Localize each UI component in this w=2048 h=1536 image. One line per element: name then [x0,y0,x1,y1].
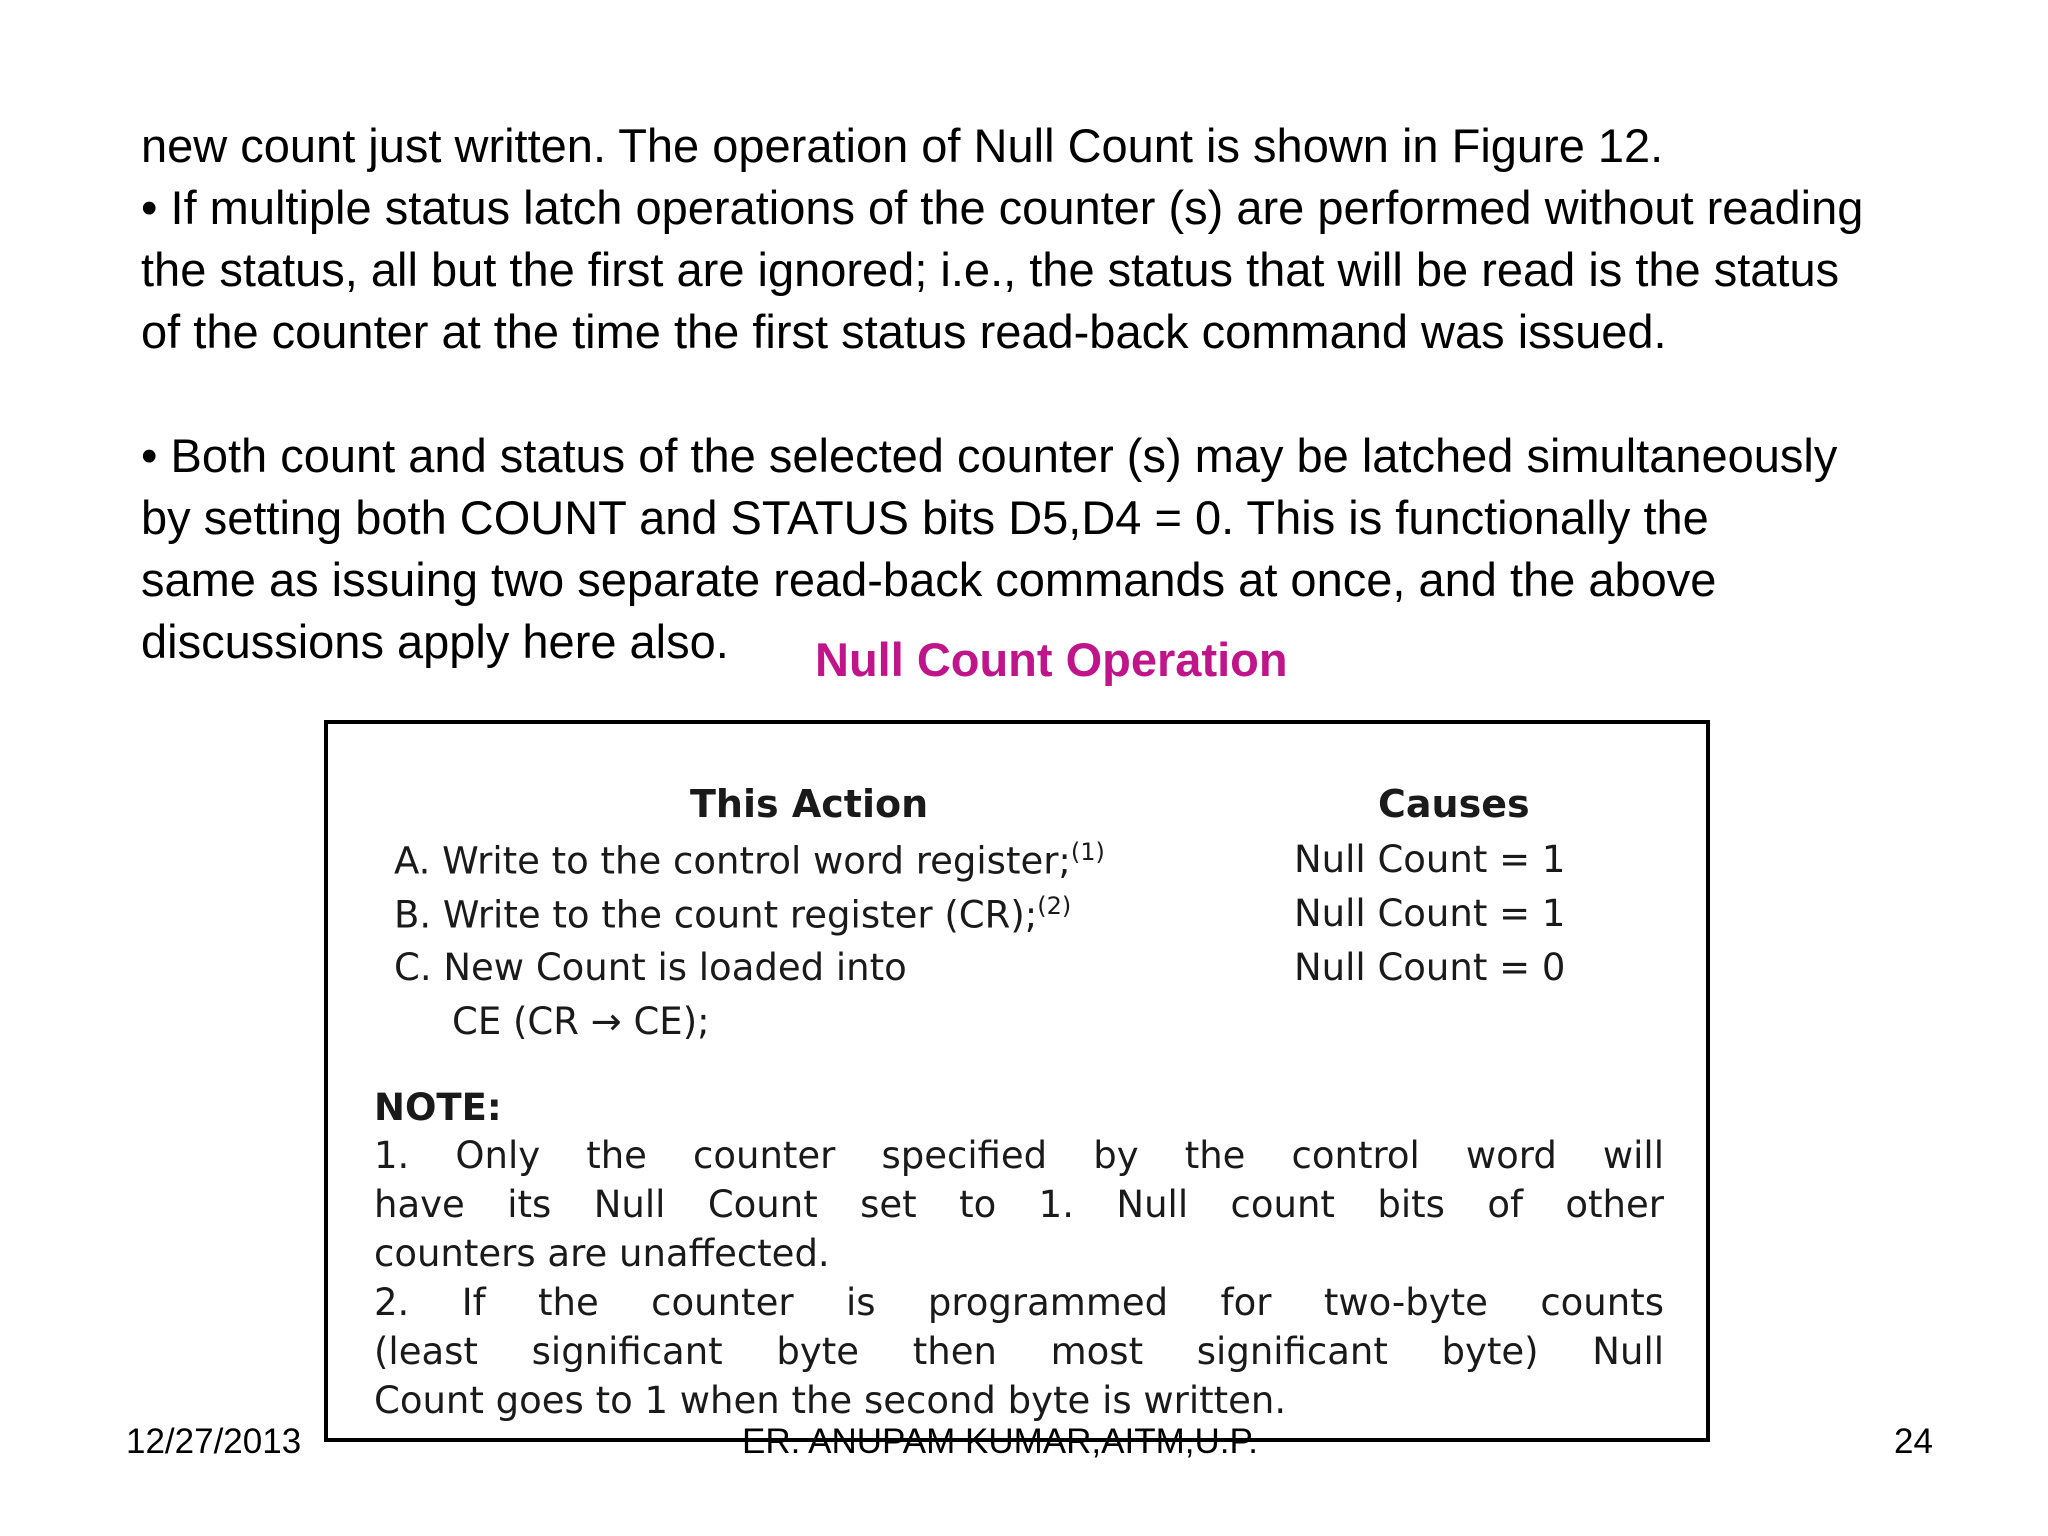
slide-body-text [141,115,2041,673]
note-line: 2. If the counter is programmed for two-byte counts [374,1281,1664,1324]
body-line: same as issuing two separate read-back commands at once, and the above [141,553,1717,606]
body-line: the status, all but the first are ignored; i.e., the status that will be read is the status [141,243,1840,296]
footnote-ref: (2) [1037,892,1072,920]
note-line: (least significant byte then most significant byte) Null [374,1330,1664,1373]
body-line: • Both count and status of the selected counter (s) may be latched simultaneously [141,429,1838,482]
action-row-c-continued: CE (CR → CE); [452,1000,710,1043]
footer-date: 12/27/2013 [126,1422,302,1461]
figure-caption: Null Count Operation [815,633,1288,686]
body-line: discussions apply here also. [141,615,729,668]
page-number: 24 [1894,1422,1933,1461]
note-line: Count goes to 1 when the second byte is written. [374,1379,1287,1422]
note-line: have its Null Count set to 1. Null count bits of other [374,1183,1664,1226]
action-text: A. Write to the control word register; [394,839,1071,883]
action-row-b [394,892,1071,936]
note-line: 1. Only the counter specified by the control word will [374,1134,1664,1177]
note-line: counters are unaffected. [374,1232,830,1275]
body-line: of the counter at the time the first status read-back command was issued. [141,305,1667,358]
note-title: NOTE: [374,1086,502,1129]
body-line: by setting both COUNT and STATUS bits D5,D4 = 0. This is functionally the [141,491,1709,544]
paragraph-gap [141,363,2041,425]
action-text: B. Write to the count register (CR); [394,893,1038,937]
cause-row-c: Null Count = 0 [1294,946,1566,989]
header-causes: Causes [1378,782,1530,826]
header-this-action: This Action [690,782,929,826]
footer-author: ER. ANUPAM KUMAR,AITM,U.P. [742,1422,1259,1461]
null-count-figure [324,720,1710,1442]
cause-row-a: Null Count = 1 [1294,838,1566,881]
action-row-a [394,838,1105,882]
footnote-ref: (1) [1070,838,1105,866]
body-line: • If multiple status latch operations of the counter (s) are performed without reading [141,181,1864,234]
cause-row-b: Null Count = 1 [1294,892,1566,935]
action-row-c: C. New Count is loaded into [394,946,907,989]
body-line: new count just written. The operation of Null Count is shown in Figure 12. [141,119,1664,172]
